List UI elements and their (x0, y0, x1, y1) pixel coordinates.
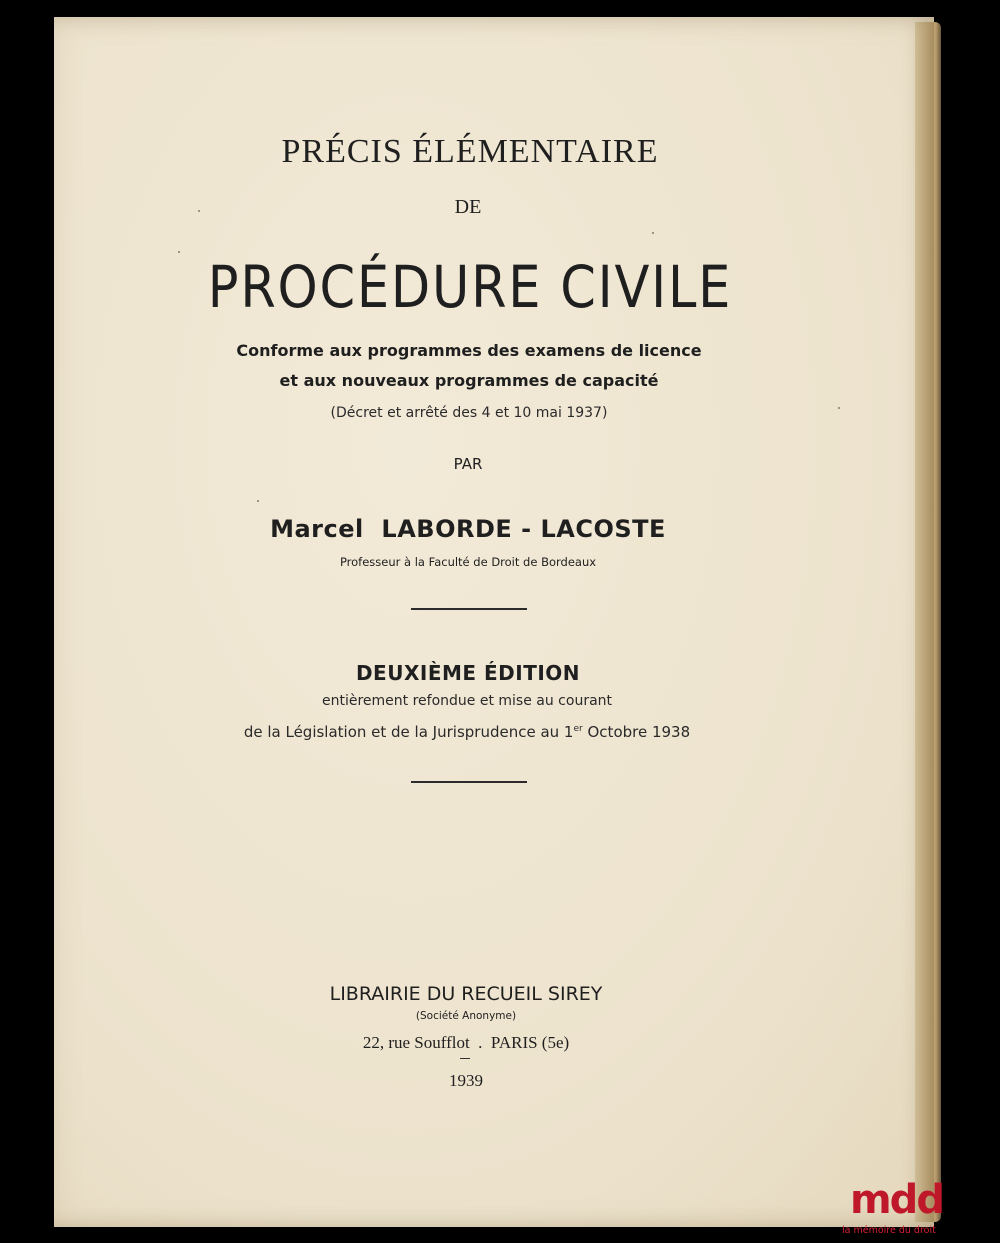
paper-speck (652, 232, 654, 234)
publisher-type: (Société Anonyme) (415, 1010, 517, 1022)
publisher-name: LIBRAIRIE DU RECUEIL SIREY (329, 983, 603, 1005)
edition-date-suffix: Octobre 1938 (582, 723, 691, 741)
divider (411, 608, 527, 610)
mdd-logo-mark: mdd (850, 1177, 943, 1223)
dash-divider (460, 1058, 470, 1059)
publisher-address: 22, rue Soufflot . PARIS (5e) (362, 1033, 570, 1052)
edition-date-superscript: er (573, 724, 583, 734)
author-position: Professeur à la Faculté de Droit de Bordeaux (339, 555, 597, 569)
title-line-1: PRÉCIS ÉLÉMENTAIRE (281, 133, 659, 170)
mdd-logo (842, 1178, 952, 1240)
publication-year: 1939 (449, 1071, 483, 1090)
main-title: PROCÉDURE CIVILE (207, 253, 733, 321)
edition-description-2 (0, 723, 967, 741)
paper-speck (257, 500, 259, 502)
edition-date-prefix: de la Législation et de la Jurisprudence au 1 (243, 723, 574, 741)
author-name: Marcel LABORDE - LACOSTE (270, 515, 666, 543)
mdd-logo-tagline: la mémoire du droit (842, 1225, 936, 1236)
subtitle-line-1: Conforme aux programmes des examens de licence (236, 341, 702, 360)
edition-label: DEUXIÈME ÉDITION (355, 661, 581, 685)
divider (411, 781, 527, 783)
subtitle-line-2: et aux nouveaux programmes de capacité (279, 371, 659, 390)
edition-description-1: entièrement refondue et mise au courant (321, 693, 613, 709)
title-connector: DE (454, 196, 482, 218)
decree-note: (Décret et arrêté des 4 et 10 mai 1937) (330, 405, 608, 421)
by-label: PAR (453, 455, 483, 473)
